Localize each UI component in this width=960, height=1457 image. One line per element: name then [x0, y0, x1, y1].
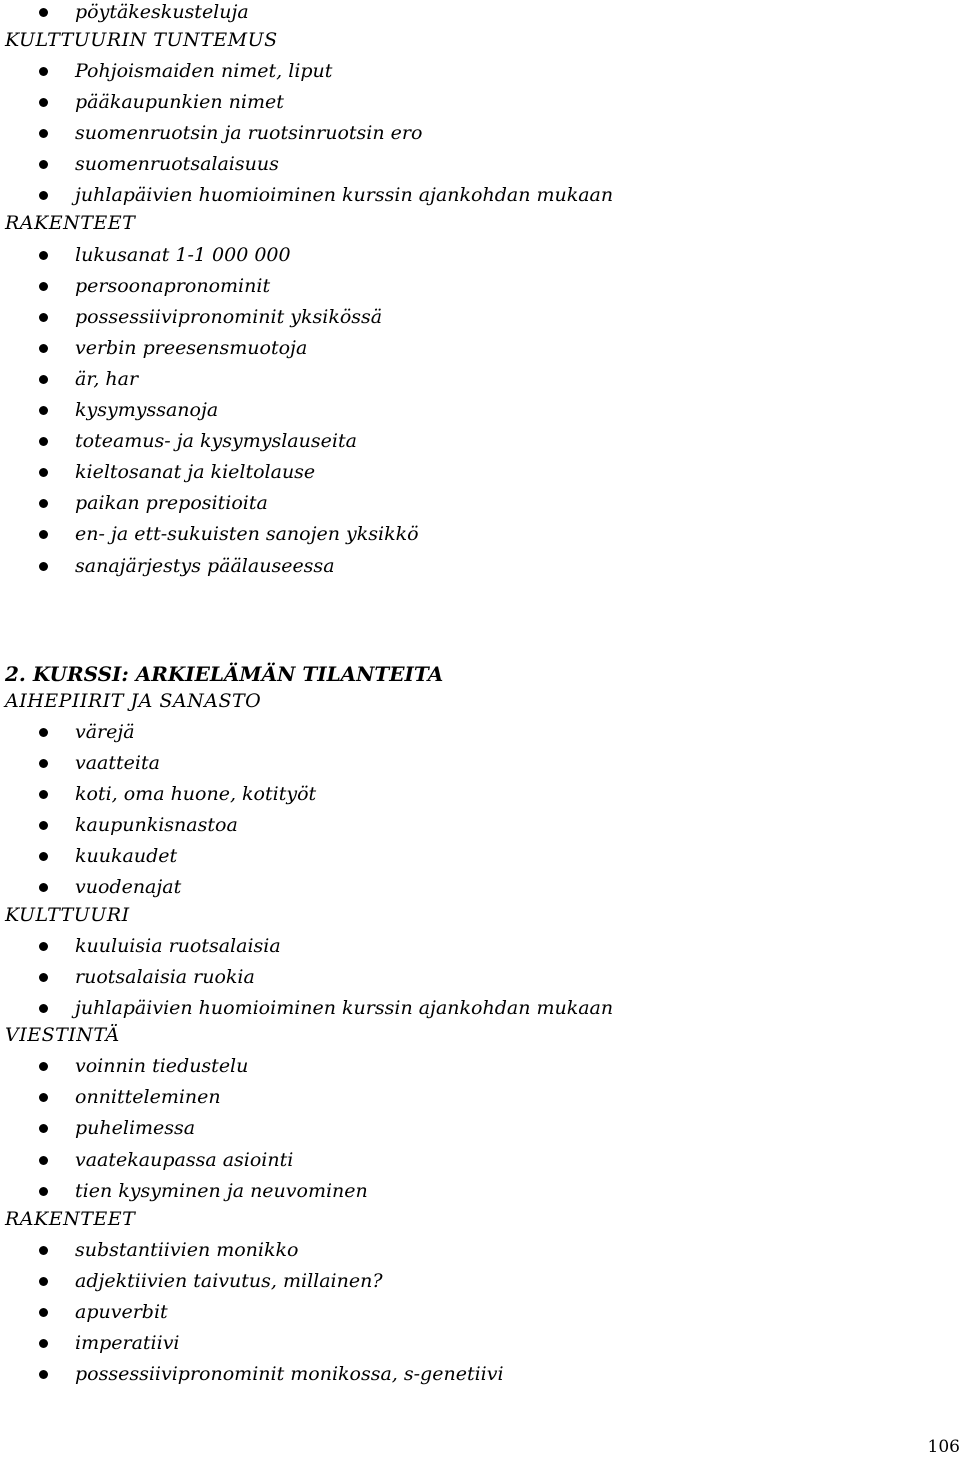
bullet-icon [39, 375, 48, 384]
bullet-icon [39, 1187, 48, 1196]
list-item: onnitteleminen [75, 1082, 221, 1113]
bullet-icon [39, 1246, 48, 1255]
list-item: kieltosanat ja kieltolause [75, 457, 315, 488]
bullet-icon [39, 251, 48, 260]
bullet-icon [39, 406, 48, 415]
list-item: possessiivipronominit monikossa, s-genetiivi [75, 1359, 504, 1390]
section-heading-communication: VIESTINTÄ [5, 1024, 120, 1046]
list-item: persoonapronominit [75, 271, 270, 302]
list-item: koti, oma huone, kotityöt [75, 779, 316, 810]
list-item: juhlapäivien huomioiminen kurssin ajankohdan mukaan [75, 993, 613, 1024]
bullet-icon [39, 468, 48, 477]
list-item: pöytäkeskusteluja [75, 0, 249, 28]
list-item: juhlapäivien huomioiminen kurssin ajankohdan mukaan [75, 180, 613, 211]
bullet-icon [39, 98, 48, 107]
list-item: Pohjoismaiden nimet, liput [75, 56, 332, 87]
bullet-icon [39, 852, 48, 861]
bullet-icon [39, 942, 48, 951]
list-item: lukusanat 1-1 000 000 [75, 240, 291, 271]
section-heading-structures: RAKENTEET [5, 1208, 136, 1230]
list-item: kuuluisia ruotsalaisia [75, 931, 281, 962]
bullet-icon [39, 282, 48, 291]
page-number: 106 [927, 1437, 960, 1457]
bullet-icon [39, 437, 48, 446]
list-item: possessiivipronominit yksikössä [75, 302, 382, 333]
bullet-icon [39, 160, 48, 169]
list-item: voinnin tiedustelu [75, 1051, 248, 1082]
list-item: puhelimessa [75, 1113, 195, 1144]
section-heading-structures: RAKENTEET [5, 212, 136, 234]
list-item: suomenruotsin ja ruotsinruotsin ero [75, 118, 422, 149]
bullet-icon [39, 562, 48, 571]
list-item: substantiivien monikko [75, 1235, 298, 1266]
bullet-icon [39, 530, 48, 539]
course-title: 2. KURSSI: ARKIELÄMÄN TILANTEITA [5, 662, 444, 686]
list-item: kaupunkisnastoa [75, 810, 238, 841]
list-item: en- ja ett-sukuisten sanojen yksikkö [75, 519, 419, 550]
list-item: ruotsalaisia ruokia [75, 962, 255, 993]
bullet-icon [39, 129, 48, 138]
bullet-icon [39, 191, 48, 200]
bullet-icon [39, 883, 48, 892]
list-item: sanajärjestys päälauseessa [75, 551, 335, 582]
list-item: tien kysyminen ja neuvominen [75, 1176, 368, 1207]
bullet-icon [39, 1277, 48, 1286]
list-item: värejä [75, 717, 135, 748]
list-item: vaatekaupassa asiointi [75, 1145, 293, 1176]
list-item: pääkaupunkien nimet [75, 87, 284, 118]
list-item: suomenruotsalaisuus [75, 149, 279, 180]
bullet-icon [39, 1339, 48, 1348]
bullet-icon [39, 728, 48, 737]
bullet-icon [39, 499, 48, 508]
section-heading-culture-knowledge: KULTTUURIN TUNTEMUS [5, 29, 278, 51]
bullet-icon [39, 344, 48, 353]
list-item: toteamus- ja kysymyslauseita [75, 426, 357, 457]
list-item: verbin preesensmuotoja [75, 333, 307, 364]
bullet-icon [39, 759, 48, 768]
list-item: vaatteita [75, 748, 160, 779]
list-item: adjektiivien taivutus, millainen? [75, 1266, 383, 1297]
bullet-icon [39, 1156, 48, 1165]
list-item: vuodenajat [75, 872, 181, 903]
bullet-icon [39, 1370, 48, 1379]
bullet-icon [39, 790, 48, 799]
bullet-icon [39, 67, 48, 76]
list-item: imperatiivi [75, 1328, 180, 1359]
list-item: kysymyssanoja [75, 395, 218, 426]
list-item: apuverbit [75, 1297, 168, 1328]
bullet-icon [39, 1062, 48, 1071]
section-heading-topics: AIHEPIIRIT JA SANASTO [5, 690, 262, 712]
bullet-icon [39, 1004, 48, 1013]
section-heading-culture: KULTTUURI [5, 904, 130, 926]
bullet-icon [39, 1124, 48, 1133]
list-item: kuukaudet [75, 841, 177, 872]
list-item: paikan prepositioita [75, 488, 268, 519]
bullet-icon [39, 8, 48, 17]
list-item: är, har [75, 364, 138, 395]
bullet-icon [39, 313, 48, 322]
bullet-icon [39, 973, 48, 982]
bullet-icon [39, 1308, 48, 1317]
bullet-icon [39, 821, 48, 830]
bullet-icon [39, 1093, 48, 1102]
